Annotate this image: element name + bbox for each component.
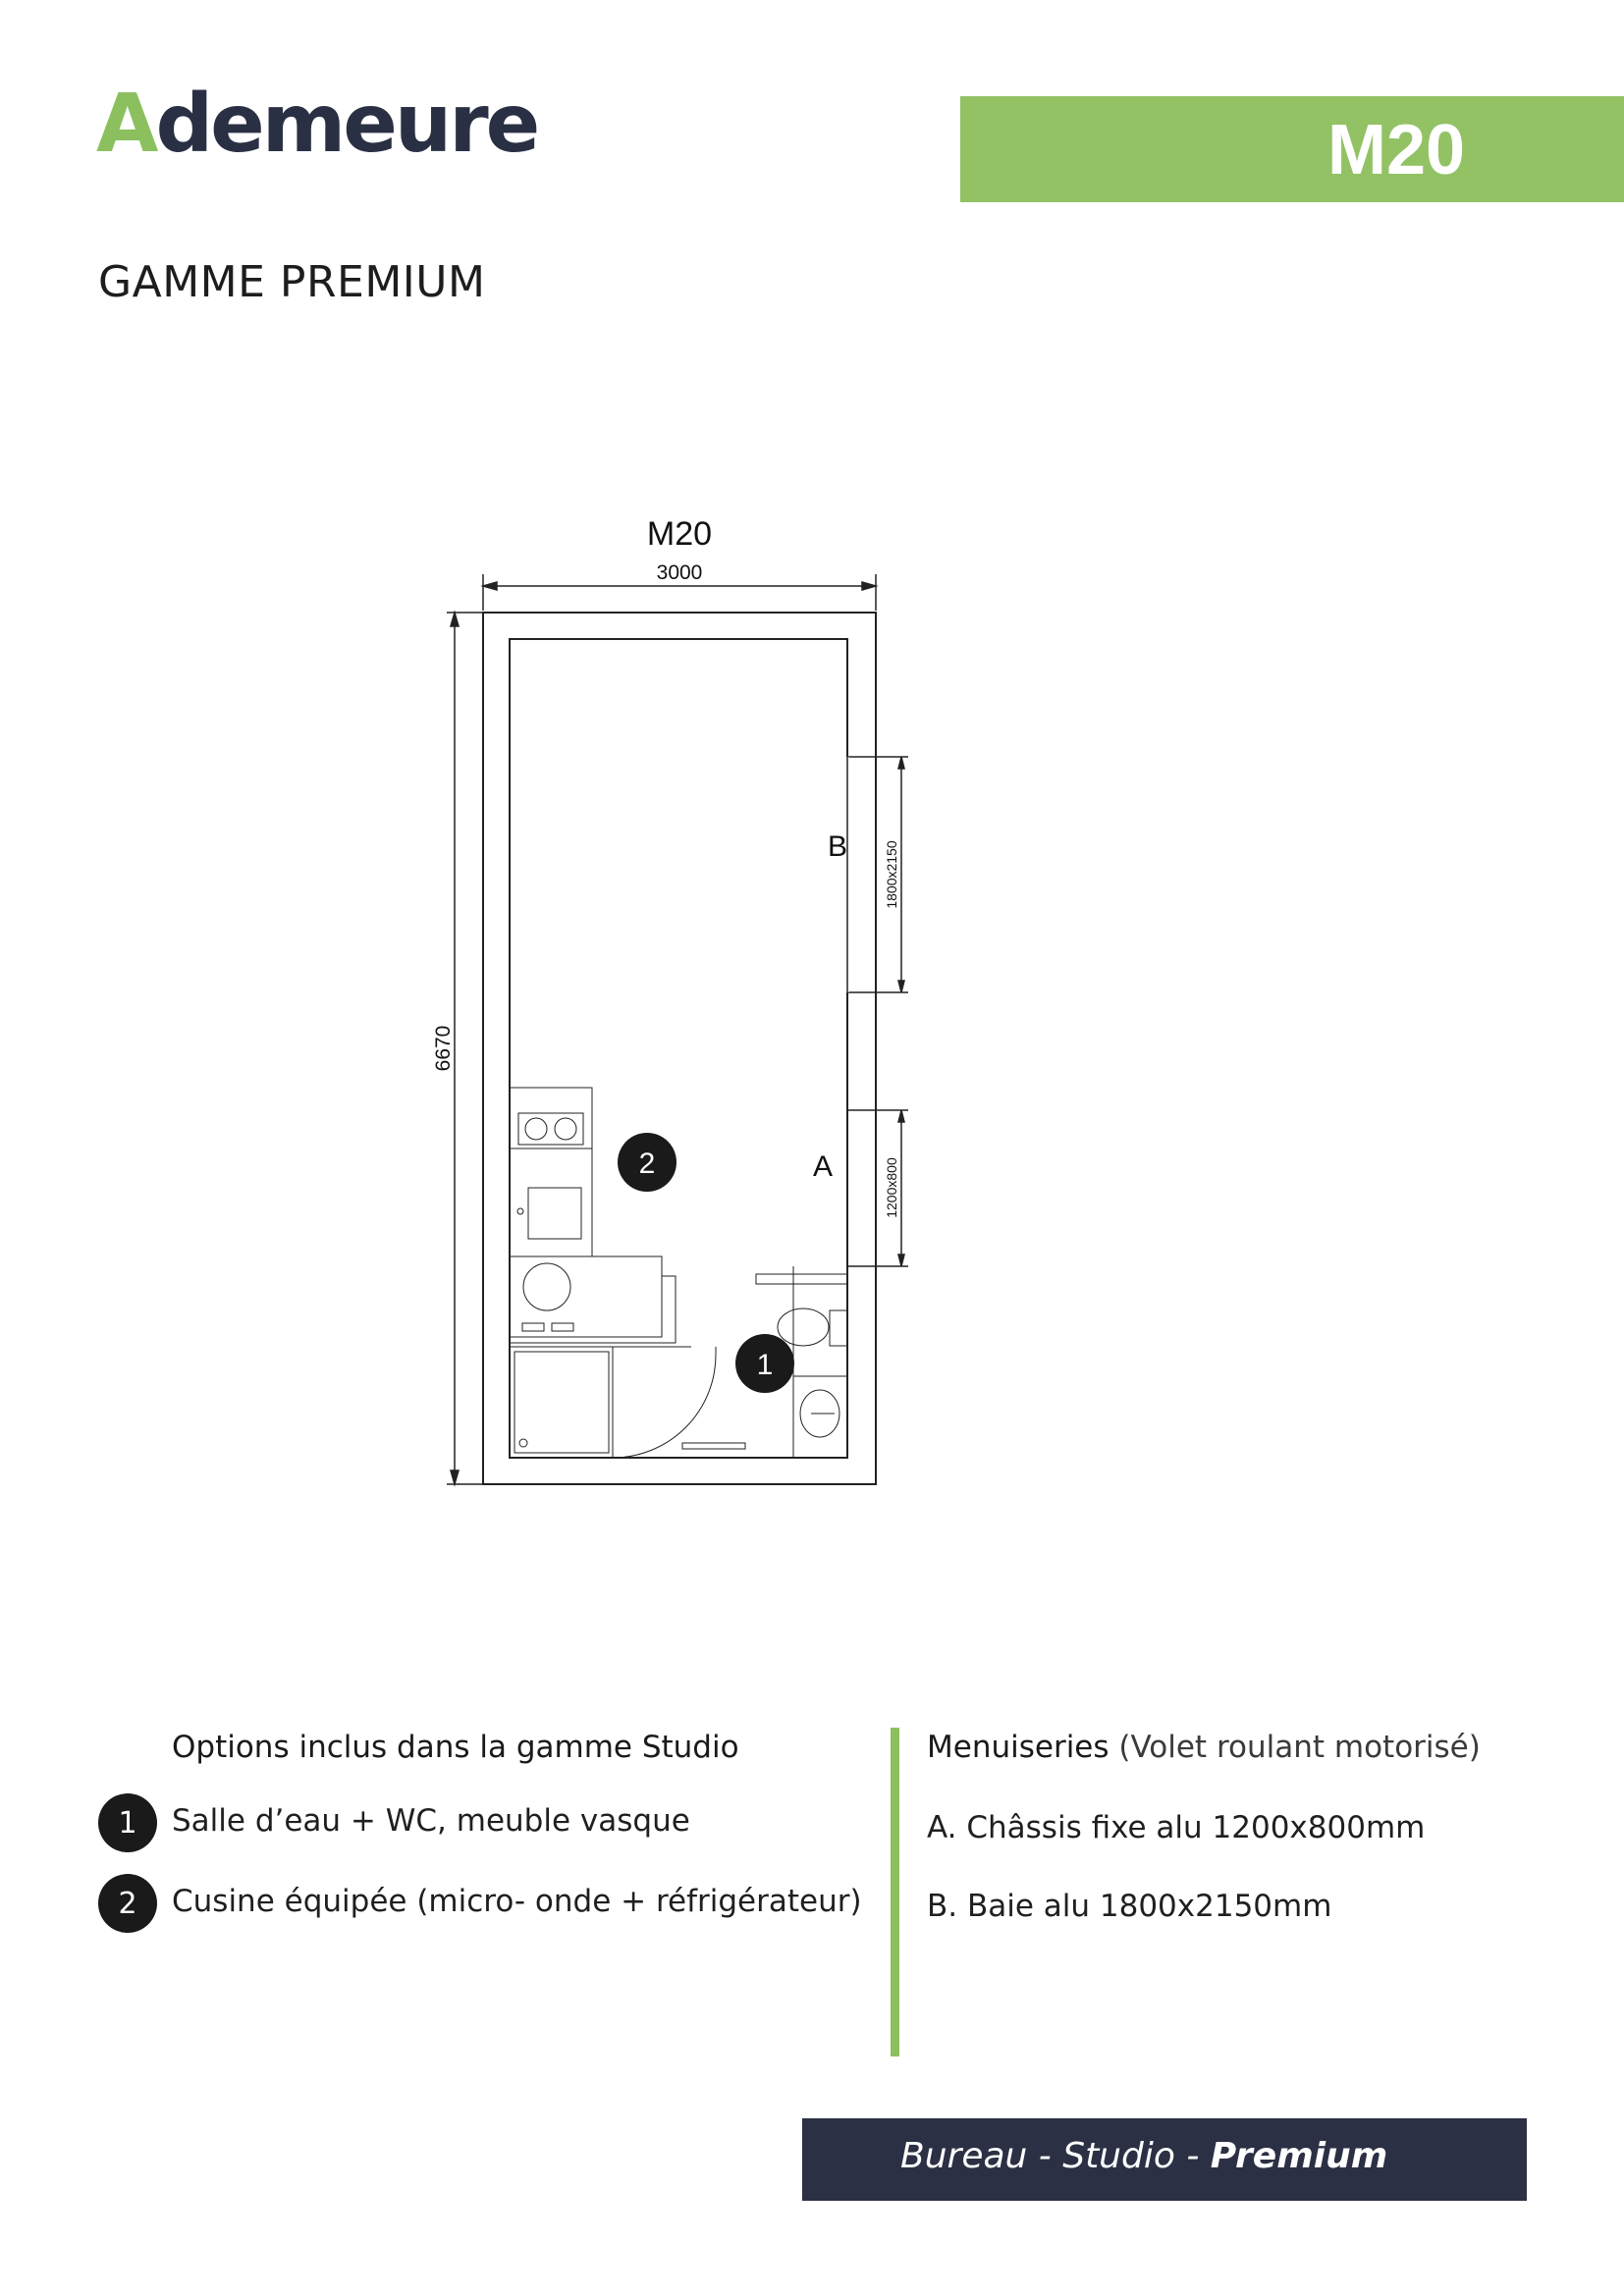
footer-text-range: Bureau - Studio - bbox=[900, 2136, 1211, 2176]
sink-basin bbox=[523, 1263, 570, 1310]
logo-letter-a: A bbox=[96, 78, 156, 171]
range-title: GAMME PREMIUM bbox=[98, 257, 486, 307]
joinery-item-a: A. Châssis fixe alu 1200x800mm bbox=[927, 1810, 1426, 1845]
opening-a-label: A bbox=[812, 1150, 834, 1183]
inner-wall bbox=[510, 639, 847, 1458]
joinery-item-b: B. Baie alu 1800x2150mm bbox=[927, 1889, 1332, 1924]
microwave bbox=[528, 1188, 581, 1239]
joinery-title bbox=[927, 1730, 1481, 1765]
bathroom-door-swing bbox=[613, 1355, 716, 1458]
shower-tray bbox=[510, 1347, 613, 1458]
plan-marker-2-label: 2 bbox=[638, 1148, 656, 1180]
opening-b-dimension: 1800x2150 bbox=[884, 840, 899, 909]
footer-text bbox=[900, 2136, 1387, 2176]
joinery-title-main: Menuiseries bbox=[927, 1730, 1110, 1765]
joinery-title-note: (Volet roulant motorisé) bbox=[1118, 1730, 1481, 1765]
option-number-badge: 1 bbox=[98, 1793, 157, 1852]
opening-a-dimension: 1200x800 bbox=[884, 1157, 899, 1218]
option-label: Cusine équipée (micro- onde + réfrigérateur) bbox=[172, 1884, 862, 1919]
options-title: Options inclus dans la gamme Studio bbox=[172, 1730, 739, 1765]
option-label: Salle d’eau + WC, meuble vasque bbox=[172, 1803, 690, 1839]
cooktop bbox=[518, 1113, 583, 1145]
option-number-badge: 2 bbox=[98, 1874, 157, 1933]
model-code: M20 bbox=[1327, 111, 1466, 189]
section-divider bbox=[891, 1728, 899, 2056]
footer-band bbox=[802, 2118, 1527, 2201]
plan-height-dimension: 6670 bbox=[432, 1025, 455, 1072]
cooktop-burner-left bbox=[525, 1118, 547, 1140]
towel-rail bbox=[682, 1443, 745, 1449]
plan-marker-1-label: 1 bbox=[756, 1349, 774, 1381]
wc-bowl bbox=[778, 1308, 829, 1346]
plan-title: M20 bbox=[646, 515, 713, 553]
logo-wordmark: demeure bbox=[155, 78, 538, 171]
cooktop-burner-right bbox=[555, 1118, 576, 1140]
footer-text-premium: Premium bbox=[1210, 2136, 1388, 2176]
plan-width-dimension: 3000 bbox=[656, 561, 703, 584]
opening-b-label: B bbox=[827, 830, 848, 863]
outer-wall bbox=[483, 613, 876, 1484]
